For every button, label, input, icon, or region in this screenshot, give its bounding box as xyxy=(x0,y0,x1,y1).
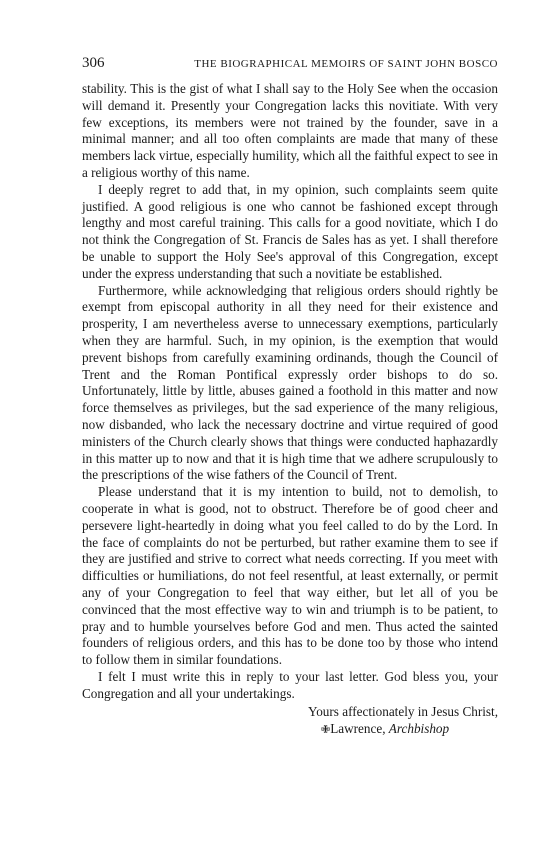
signature xyxy=(82,721,498,739)
paragraph-exemptions: Furthermore, while acknowledging that religious orders should rightly be exempt from episcopal authority in all they need for their existence and prosperity, I am nevertheless averse to unnecessary exemptions, particularly when they are harmful. Such, in my opinion, is the exemption that would prevent bishops from carefully examining ordinands, though the Council of Trent and the Roman Pontifical expressly order bishops to do so. Unfortunately, little by little, abuses gained a foothold in this matter and now force themselves as privileges, but the sad experience of the many religious, now disbanded, who lack the necessary doctrine and virtue required of good ministers of the Church clearly shows that things were conducted haphazardly in this matter up to now and that it is high time that we adhere scrupulously to the prescriptions of the wise fathers of the Council of Trent. xyxy=(82,282,498,483)
running-title: THE BIOGRAPHICAL MEMOIRS OF SAINT JOHN BOSCO xyxy=(194,58,498,70)
signer-name: Lawrence, xyxy=(330,721,386,737)
signer-title: Archbishop xyxy=(388,721,450,737)
valediction: Yours affectionately in Jesus Christ, xyxy=(308,704,498,720)
letter-body xyxy=(82,81,498,702)
paragraph-novitiate: I deeply regret to add that, in my opinion, such complaints seem quite justified. A good religious is one who cannot be fashioned except through lengthy and most careful training. This calls for a good novitiate, which I do not think the Congregation of St. Francis de Sales has as yet. I shall therefore be unable to support the Holy See's approval of this Congregation, except under the express understanding that such a novitiate be established. xyxy=(82,181,498,281)
page-number: 306 xyxy=(82,55,105,71)
running-head xyxy=(82,55,498,75)
book-page xyxy=(82,55,498,739)
paragraph-blessing: I felt I must write this in reply to your last letter. God bless you, your Congregation and all your undertakings. xyxy=(82,668,498,701)
cross-icon: ✙ xyxy=(321,723,331,737)
paragraph-intention: Please understand that it is my intention to build, not to demolish, to cooperate in what is good, not to obstruct. Therefore be of good cheer and persevere light-heartedly in doing what you feel called to do by the Lord. In the face of complaints do not be perturbed, but rather examine them to see if they are justified and strive to correct what needs correcting. If you meet with difficulties or humiliations, do not feel resentful, at least externally, or permit any of your Congregation to feel that way either, but let all of you be convinced that the most effective way to win and triumph is to be patient, to pray and to humble yourselves before God and men. Thus acted the sainted founders of religious orders, and this has to be done too by those who intend to follow them in similar foundations. xyxy=(82,484,498,668)
letter-closing xyxy=(82,704,498,739)
paragraph-continuation: stability. This is the gist of what I shall say to the Holy See when the occasion will demand it. Presently your Congregation lacks this novitiate. With very few exceptions, its members were not trained by the founder, save in a minimal manner; and all too often complaints are made that many of these members lack virtue, especially humility, which all the faithful expect to see in a religious worthy of this name. xyxy=(82,81,498,180)
